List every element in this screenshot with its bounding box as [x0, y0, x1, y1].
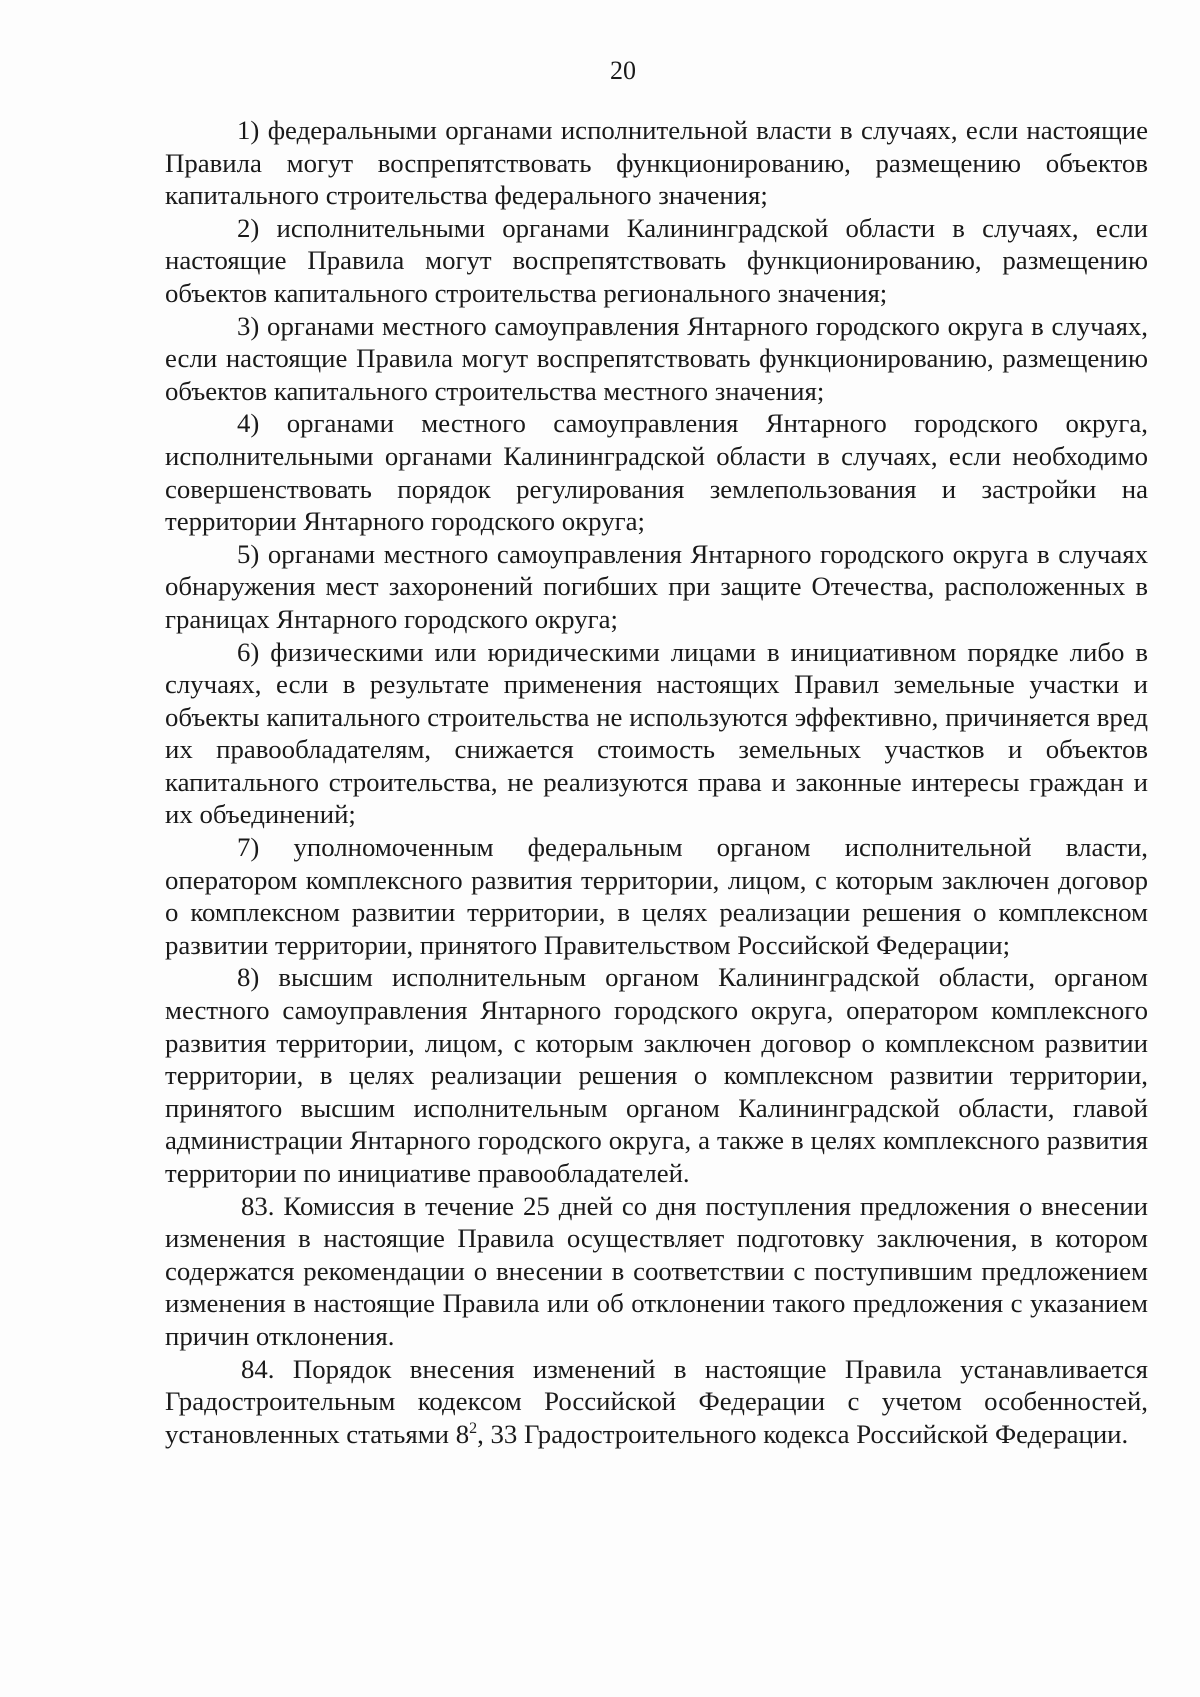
list-item-1: 1) федеральными органами исполнительной власти в случаях, если настоящие Правила могут воспрепятствовать функционированию, размещению объектов капитального строительства федерального значения; — [165, 115, 1148, 211]
clause-84-superscript: 2 — [469, 1419, 478, 1437]
list-item-8: 8) высшим исполнительным органом Калининградской области, органом местного самоуправления Янтарного городского округа, оператором комплексного развития территории, лицом, с которым заключен договор о комплексном развитии территории, в целях реализации решения о комплексном развитии территории, принятого высшим исполнительным органом Калининградской области, главой администрации Янтарного городского округа, а также в целях комплексного развития территории по инициативе правообладателей. — [165, 962, 1148, 1188]
page-number: 20 — [610, 56, 636, 85]
document-body — [165, 114, 1148, 1450]
clause-83: 83. Комиссия в течение 25 дней со дня поступления предложения о внесении изменения в настоящие Правила осуществляет подготовку заключения, в котором содержатся рекомендации о внесении в соответствии с поступившим предложением изменения в настоящие Правила или об отклонении такого предложения с указанием причин отклонения. — [165, 1190, 1148, 1351]
list-item-3: 3) органами местного самоуправления Янтарного городского округа в случаях, если настоящие Правила могут воспрепятствовать функционированию, размещению объектов капитального строительства местного значения; — [165, 310, 1148, 406]
clause-84-text-start: 84. Порядок внесения изменений в настоящие Правила устанавливается Градостроительным кодексом Российской Федерации с учетом особенностей, установленных статьями 8 — [165, 1353, 1148, 1449]
list-item-5: 5) органами местного самоуправления Янтарного городского округа в случаях обнаружения мест захоронений погибших при защите Отечества, расположенных в границах Янтарного городского округа; — [165, 538, 1148, 634]
list-item-7: 7) уполномоченным федеральным органом исполнительной власти, оператором комплексного развития территории, лицом, с которым заключен договор о комплексном развитии территории, в целях реализации решения о комплексном развитии территории, принятого Правительством Российской Федерации; — [165, 832, 1148, 960]
list-item-2: 2) исполнительными органами Калининградской области в случаях, если настоящие Правила могут воспрепятствовать функционированию, размещению объектов капитального строительства регионального значения; — [165, 212, 1148, 308]
clause-84 — [165, 1353, 1148, 1451]
clause-84-text-end: , 33 Градостроительного кодекса Российской Федерации. — [477, 1418, 1129, 1449]
list-item-6: 6) физическими или юридическими лицами в инициативном порядке либо в случаях, если в результате применения настоящих Правил земельные участки и объекты капитального строительства не используются эффективно, причиняется вред их правообладателям, снижается стоимость земельных участков и объектов капитального строительства, не реализуются права и законные интересы граждан и их объединений; — [165, 636, 1148, 830]
list-item-4: 4) органами местного самоуправления Янтарного городского округа, исполнительными органами Калининградской области в случаях, если необходимо совершенствовать порядок регулирования землепользования и застройки на территории Янтарного городского округа; — [165, 408, 1148, 537]
